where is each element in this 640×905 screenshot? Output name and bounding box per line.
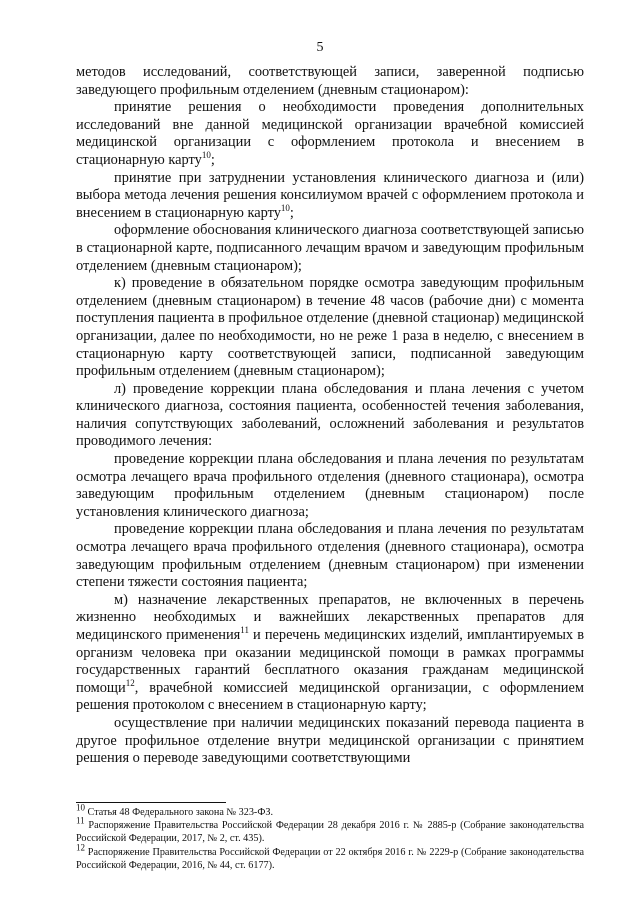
paragraph: л) проведение коррекции плана обследования и плана лечения с учетом клинического диагноза, состояния пациента, особенностей течения заболевания, наличия сопутствующих заболеваний, осложнений заболевания и результатов проводимого лечения: — [76, 380, 584, 450]
footnote-ref: 10 — [201, 150, 211, 161]
paragraph: принятие при затруднении установления клинического диагноза и (или) выбора метода лечения решения консилиумом врачей с оформлением протокола и внесением в стационарную карту$^{10}$; — [76, 169, 584, 221]
footnote-ref: 11 — [240, 625, 249, 636]
footnote-divider — [76, 802, 226, 803]
paragraph: осуществление при наличии медицинских показаний перевода пациента в другое профильное отделение внутри медицинской организации с принятием решения о переводе заведующими соответствующими — [76, 714, 584, 767]
footnotes — [76, 802, 584, 872]
paragraph: к) проведение в обязательном порядке осмотра заведующим профильным отделением (дневным стационаром) в течение 48 часов (рабочие дни) с момента поступления пациента в профильное отделение (дневной стационар) медицинской организации, далее по необходимости, но не реже 1 раза в неделю, с внесением в стационарную карту соответствующей записи, подписанной заведующим профильным отделением (дневным стационаром); — [76, 275, 584, 380]
paragraph: оформление обоснования клинического диагноза соответствующей записью в стационарной карте, подписанного лечащим врачом и заведующим профильным отделением (дневным стационаром); — [76, 222, 584, 274]
footnote: $^{12}$ Распоряжение Правительства Российской Федерации от 22 октября 2016 г. № 2229-р (Собрание законодательства Российской Федерации, 2016, № 44, ст. 6177). — [76, 842, 584, 871]
paragraph: проведение коррекции плана обследования и плана лечения по результатам осмотра лечащего врача профильного отделения (дневного стационара), осмотра заведующим профильным отделением (дневным стационаром) при изменении степени тяжести состояния пациента; — [76, 521, 584, 591]
paragraph: м) назначение лекарственных препаратов, не включенных в перечень жизненно необходимых и важнейших лекарственных препаратов для медицинского применения$^{11}$ и перечень медицинских изделий, имплантируемых в организм человека при оказании медицинской помощи в рамках программы государственных гарантий бесплатного оказания гражданам медицинской помощи$^{12}$, врачебной комиссией медицинской организации, с оформлением решения протоколом с внесением в стационарную карту; — [76, 591, 584, 714]
footnote-number: 10 — [76, 802, 85, 813]
footnote-number: 12 — [76, 842, 85, 853]
paragraph: методов исследований, соответствующей записи, заверенной подписью заведующего профильным отделением (дневным стационаром): — [76, 64, 584, 98]
footnote-ref: 10 — [280, 202, 290, 213]
paragraph: проведение коррекции плана обследования и плана лечения по результатам осмотра лечащего врача профильного отделения (дневного стационара), осмотра заведующим профильным отделением (дневным стационаром) после установления клинического диагноза; — [76, 451, 584, 520]
footnote-number: 11 — [76, 815, 85, 826]
body-text — [76, 64, 584, 768]
footnote: $^{11}$ Распоряжение Правительства Российской Федерации 28 декабря 2016 г. № 2885-р (Собрание законодательства Российской Федерации, 2017, № 2, ст. 435). — [76, 815, 584, 845]
paragraph: принятие решения о необходимости проведения дополнительных исследований вне данной медицинской организации врачебной комиссией медицинской организации с оформлением протокола и внесением в стационарную карту$^{10}$; — [76, 99, 584, 168]
footnote-ref: 12 — [125, 677, 135, 688]
page-number: 5 — [316, 40, 324, 55]
footnote: $^{10}$ Статья 48 Федерального закона № 323-ФЗ. — [76, 802, 274, 818]
